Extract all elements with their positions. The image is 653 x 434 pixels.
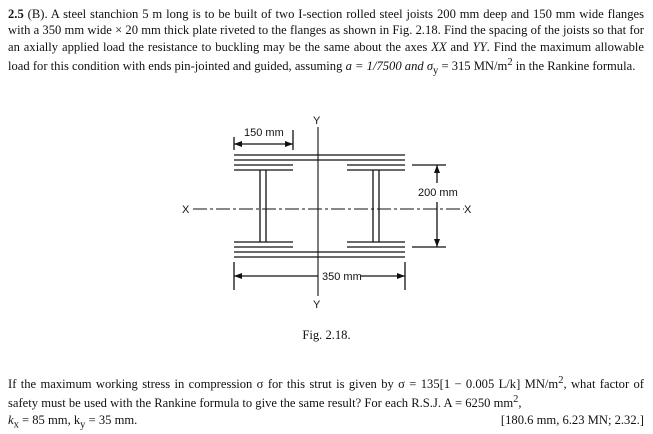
dim-200-label: 200 mm [418, 187, 458, 199]
axis-xx-label: XX [431, 39, 447, 54]
and-word: and [446, 39, 473, 54]
dim-200-arrow-bottom [434, 239, 440, 247]
dim-150-label: 150 mm [244, 127, 284, 139]
kx-symbol: k [8, 412, 14, 427]
followup-sup-2: 2 [513, 394, 519, 406]
axis-y-top-label: Y [313, 115, 321, 127]
dim-150-arrow-right [285, 141, 293, 147]
sigma-subscript: y [433, 65, 439, 77]
dim-350-arrow-left [234, 273, 242, 279]
dim-150-arrow-left [234, 141, 242, 147]
problem-text-c: in the Rankine formula. [512, 59, 636, 74]
constants-text-2: = 315 MN/m [438, 59, 508, 74]
problem-text-a: A steel stanchion 5 m long is to be built of two I-section rolled steel joists 200 mm deep and 150 mm wide flanges with a 350 mm wide × 20 mm thick plate riveted to the flanges as shown in Fig. 2.18. Find the spacing of the joists so that for an axially applied load the resistance to buckling may be the same about the axes [8, 7, 644, 54]
problem-number: 2.5 [8, 7, 24, 21]
answer-line [8, 412, 644, 434]
axis-yy-label: YY [472, 39, 487, 54]
radius-values [8, 412, 137, 434]
axis-y-bottom-label: Y [313, 299, 321, 311]
units-superscript: 2 [507, 56, 513, 68]
problem-source: (B). [27, 7, 48, 21]
dim-200-arrow-top [434, 165, 440, 173]
axis-x-left-label: X [182, 204, 190, 216]
followup-statement [8, 373, 644, 434]
figure-caption: Fig. 2.18. [302, 328, 351, 342]
followup-text-a: If the maximum working stress in compression σ for this strut is given by σ = 135[1 − 0.005 L/k] MN/m [8, 377, 559, 392]
kx-value: = 85 mm, k [18, 412, 81, 427]
kx-subscript: x [13, 419, 19, 431]
answer-text: [180.6 mm, 6.23 MN; 2.32.] [500, 412, 644, 427]
followup-sup-1: 2 [558, 375, 564, 386]
ky-subscript: y [80, 419, 86, 431]
axis-x-right-label: X [464, 204, 472, 216]
dim-350-arrow-right [397, 273, 405, 279]
ky-value: = 35 mm. [85, 412, 138, 427]
dim-350-label: 350 mm [322, 271, 362, 283]
constants-text: a = 1/7500 and σ [345, 59, 434, 74]
problem-text-b: . Find the maximum allowable load for this condition with ends pin-jointed and guided, assuming [8, 39, 644, 74]
followup-text-c: , [518, 396, 522, 411]
followup-text-b: , what factor of safety must be used with the Rankine formula to give the same result? For each R.S.J. A = 6250 mm [8, 377, 644, 411]
